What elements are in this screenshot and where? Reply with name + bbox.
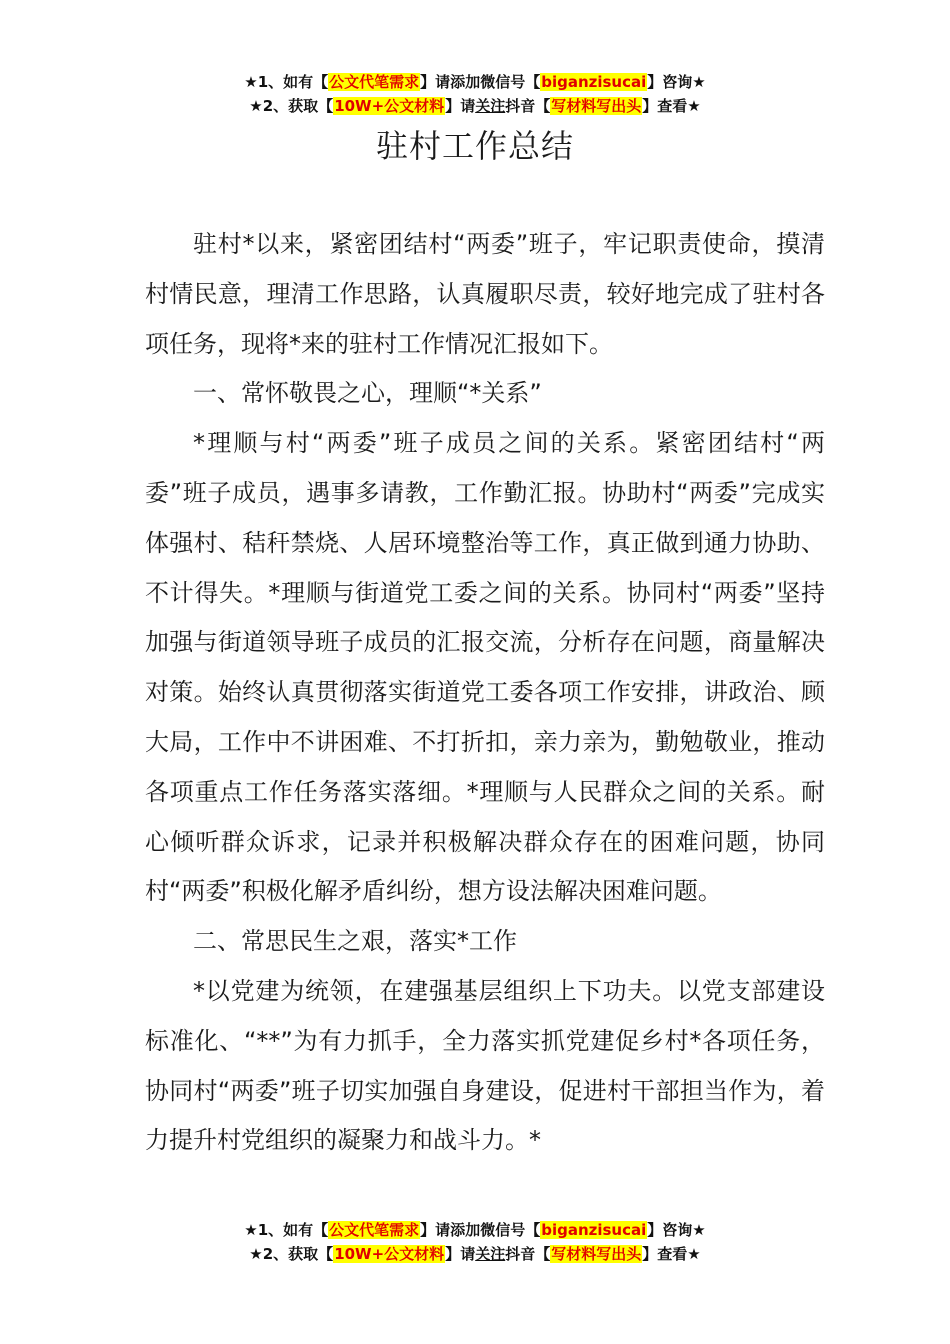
banner-line-2 (0, 1242, 950, 1266)
paragraph-intro: 驻村*以来，紧密团结村“两委”班子，牢记职责使命，摸清村情民意，理清工作思路，认真履职尽责，较好地完成了驻村各项任务，现将*来的驻村工作情况汇报如下。 (145, 230, 825, 358)
banner-text: 抖音【 (505, 1245, 551, 1263)
banner-text: 】请添 (420, 73, 466, 91)
banner-line-2 (0, 94, 950, 118)
banner-text: 关注 (475, 97, 506, 115)
banner-text: 关注 (475, 1245, 506, 1263)
banner-highlight: 公文代笔需求 (329, 1221, 420, 1239)
banner-text: 】咨询★ (647, 1221, 706, 1239)
banner-wechat-id: biganzisucai (541, 1221, 647, 1239)
banner-text: 】请 (445, 1245, 476, 1263)
banner-text: ★2、获取【 (249, 97, 334, 115)
banner-line-1 (0, 1218, 950, 1242)
banner-text: ★1、如有【 (244, 1221, 329, 1239)
banner-text: 】查看★ (642, 97, 701, 115)
banner-text: 】咨询★ (647, 73, 706, 91)
section-heading-1: 一、常怀敬畏之心，理顺“*关系” (193, 379, 542, 408)
banner-highlight: 公文代笔需求 (329, 73, 420, 91)
banner-wechat-id: biganzisucai (541, 73, 647, 91)
banner-text: 加 (465, 1221, 481, 1239)
paragraph-relations: *理顺与村“两委”班子成员之间的关系。紧密团结村“两委”班子成员，遇事多请教，工作勤汇报。协助村“两委”完成实体强村、秸秆禁烧、人居环境整治等工作，真正做到通力协助、不计得失。*理顺与街道党工委之间的关系。协同村“两委”坚持加强与街道领导班子成员的汇报交流，分析存在问题，商量解决对策。始终认真贯彻落实街道党工委各项工作安排，讲政治、顾大局，工作中不讲困难、不打折扣，亲力亲为，勤勉敬业，推动各项重点工作任务落实落细。*理顺与人民群众之间的关系。耐心倾听群众诉求，记录并积极解决群众存在的困难问题，协同村“两委”积极化解矛盾纠纷，想方设法解决困难问题。 (145, 429, 825, 906)
banner-text: 微信号【 (480, 73, 541, 91)
document-body (145, 220, 825, 1166)
document-title: 驻村工作总结 (375, 127, 574, 165)
banner-line-1 (0, 70, 950, 94)
banner-text: 】查看★ (642, 1245, 701, 1263)
section-heading-2: 二、常思民生之艰，落实*工作 (193, 927, 517, 956)
footer-ad-banner (0, 1218, 950, 1266)
header-ad-banner (0, 70, 950, 118)
banner-text: 加 (465, 73, 481, 91)
banner-text: 微信号【 (480, 1221, 541, 1239)
banner-text: 抖音【 (505, 97, 551, 115)
banner-highlight: 10W+公文材料 (334, 97, 445, 115)
banner-text: ★2、获取【 (249, 1245, 334, 1263)
banner-highlight: 10W+公文材料 (334, 1245, 445, 1263)
banner-text: 】请添 (420, 1221, 466, 1239)
banner-text: 】请 (445, 97, 476, 115)
banner-douyin-id: 写材料写出头 (551, 97, 642, 115)
paragraph-party-building: *以党建为统领，在建强基层组织上下功夫。以党支部建设标准化、“**”为有力抓手，全力落实抓党建促乡村*各项任务，协同村“两委”班子切实加强自身建设，促进村干部担当作为，着力提升村党组织的凝聚力和战斗力。* (145, 976, 825, 1155)
banner-douyin-id: 写材料写出头 (551, 1245, 642, 1263)
banner-text: ★1、如有【 (244, 73, 329, 91)
